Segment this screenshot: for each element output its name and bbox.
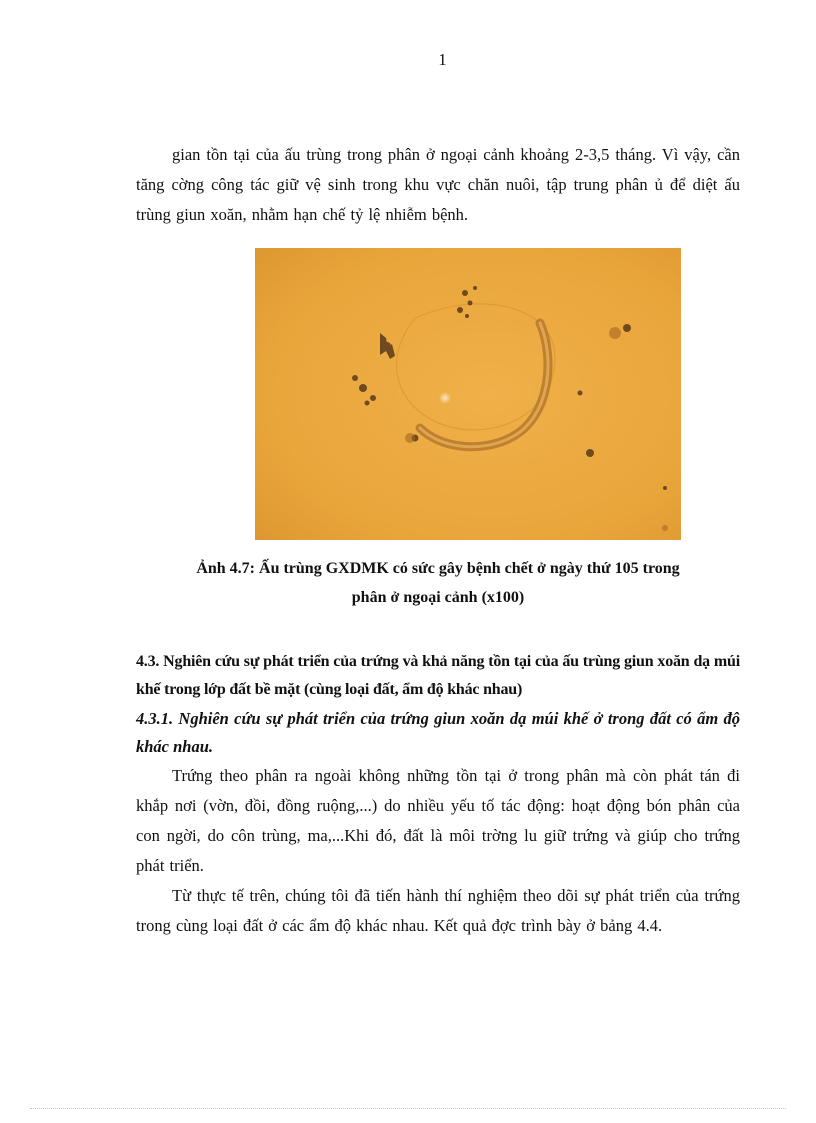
figure-caption-line2: phân ở ngoại cảnh (x100) xyxy=(351,589,525,606)
figure-caption xyxy=(136,554,740,612)
subsection-heading: 4.3.1. Nghiên cứu sự phát triển của trứng giun xoăn dạ múi khế ở trong đất có ẩm độ khác nhau. xyxy=(136,709,740,756)
figure-caption-line1: Ảnh 4.7: Ấu trùng GXDMK có sức gây bệnh chết ở ngày thứ 105 trong xyxy=(196,560,680,577)
body-paragraphs xyxy=(136,761,740,941)
footer-divider xyxy=(30,1108,786,1109)
intro-paragraph xyxy=(136,140,740,230)
microscope-photo-image xyxy=(255,248,681,540)
section-heading: 4.3. Nghiên cứu sự phát triển của trứng và khả năng tồn tại của ấu trùng giun xoăn dạ múi khế trong lớp đất bề mặt (cùng loại đất, ẩm độ khác nhau) xyxy=(136,653,740,698)
intro-paragraph-text: gian tồn tại của ấu trùng trong phân ở ngoại cảnh khoảng 2-3,5 tháng. Vì vậy, cần tăng cờng công tác giữ vệ sinh trong khu vực chăn nuôi, tập trung phân ủ để diệt ấu trùng giun xoăn, nhằm hạn chế tỷ lệ nhiễm bệnh. xyxy=(136,145,740,224)
page-number: 1 xyxy=(438,50,447,69)
paragraph: Trứng theo phân ra ngoài không những tồn tại ở trong phân mà còn phát tán đi khắp nơi (vờn, đồi, đồng ruộng,...) do nhiều yếu tố tác động: hoạt động bón phân của con ngời, do côn trùng, ma,...Khi đó, đất là môi trờng lu giữ trứng và giúp cho trứng phát triển. xyxy=(136,766,740,875)
paragraph: Từ thực tế trên, chúng tôi đã tiến hành thí nghiệm theo dõi sự phát triển của trứng trong cùng loại đất ở các ẩm độ khác nhau. Kết quả đợc trình bày ở bảng 4.4. xyxy=(136,886,740,935)
microscope-photo xyxy=(255,248,681,540)
